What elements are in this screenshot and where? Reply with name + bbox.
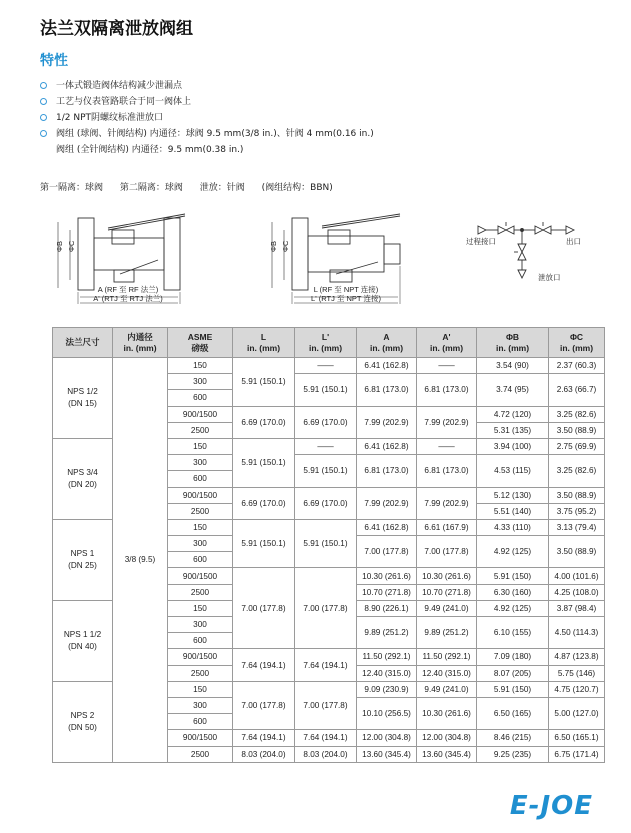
value-cell: 4.72 (120) <box>477 406 549 422</box>
column-header: ΦB in. (mm) <box>477 328 549 358</box>
value-cell: 4.25 (108.0) <box>549 584 605 600</box>
value-cell: 5.91 (150.1) <box>295 374 357 406</box>
valve-schematic <box>478 222 574 278</box>
value-cell: 5.12 (130) <box>477 487 549 503</box>
value-cell: 7.00 (177.8) <box>233 568 295 649</box>
value-cell: 2.75 (69.9) <box>549 438 605 454</box>
value-cell: 6.81 (173.0) <box>417 455 477 487</box>
bullet-icon <box>40 82 47 89</box>
value-cell: 3.50 (88.9) <box>549 487 605 503</box>
size-cell: NPS 1/2 (DN 15) <box>53 358 113 439</box>
valve-configuration <box>40 180 347 193</box>
class-cell: 600 <box>168 471 233 487</box>
size-cell: NPS 1 1/2 (DN 40) <box>53 600 113 681</box>
class-cell: 150 <box>168 438 233 454</box>
value-cell: 6.41 (162.8) <box>357 358 417 374</box>
diagram1-phi-c: ΦC <box>67 240 76 252</box>
value-cell: 4.53 (115) <box>477 455 549 487</box>
value-cell: 7.64 (194.1) <box>233 649 295 681</box>
size-cell: NPS 3/4 (DN 20) <box>53 438 113 519</box>
value-cell: 3.13 (79.4) <box>549 519 605 535</box>
value-cell: 3.74 (95) <box>477 374 549 406</box>
value-cell: 5.91 (150.1) <box>233 358 295 407</box>
value-cell: 4.75 (120.7) <box>549 681 605 697</box>
value-cell: 7.09 (180) <box>477 649 549 665</box>
value-cell: 11.50 (292.1) <box>357 649 417 665</box>
class-cell: 150 <box>168 519 233 535</box>
bullet-icon <box>40 130 47 137</box>
column-header: ASME 磅级 <box>168 328 233 358</box>
diagram2-phi-b: ΦB <box>269 241 278 252</box>
class-cell: 900/1500 <box>168 649 233 665</box>
schematic-vent-label: 泄放口 <box>538 273 561 282</box>
value-cell: 6.50 (165.1) <box>549 730 605 746</box>
value-cell: 6.69 (170.0) <box>295 406 357 438</box>
value-cell: 6.81 (173.0) <box>357 455 417 487</box>
value-cell: 7.00 (177.8) <box>295 568 357 649</box>
class-cell: 600 <box>168 390 233 406</box>
value-cell: 11.50 (292.1) <box>417 649 477 665</box>
value-cell: 8.03 (204.0) <box>295 746 357 762</box>
value-cell: 5.31 (135) <box>477 422 549 438</box>
first-isolation: 第一隔离：球阀 <box>40 183 104 193</box>
brand-logo: E-JOE <box>509 791 593 821</box>
list-item: 一体式锻造阀体结构减少泄漏点 <box>40 78 374 94</box>
class-cell: 2500 <box>168 584 233 600</box>
column-header: ΦC in. (mm) <box>549 328 605 358</box>
value-cell: 3.25 (82.6) <box>549 455 605 487</box>
list-item: 工艺与仪表管路联合于同一阀体上 <box>40 94 374 110</box>
class-cell: 300 <box>168 536 233 552</box>
value-cell: 12.00 (304.8) <box>417 730 477 746</box>
value-cell: —— <box>295 358 357 374</box>
value-cell: 7.64 (194.1) <box>295 730 357 746</box>
page-title: 法兰双隔离泄放阀组 <box>40 19 193 39</box>
column-header: 内通径 in. (mm) <box>113 328 168 358</box>
value-cell: 12.40 (315.0) <box>417 665 477 681</box>
class-cell: 2500 <box>168 746 233 762</box>
class-cell: 300 <box>168 455 233 471</box>
value-cell: 6.61 (167.9) <box>417 519 477 535</box>
value-cell: 8.07 (205) <box>477 665 549 681</box>
class-cell: 900/1500 <box>168 730 233 746</box>
value-cell: 8.03 (204.0) <box>233 746 295 762</box>
diagram2-phi-c: ΦC <box>281 240 290 252</box>
value-cell: 13.60 (345.4) <box>417 746 477 762</box>
value-cell: 3.75 (95.2) <box>549 503 605 519</box>
value-cell: 12.40 (315.0) <box>357 665 417 681</box>
structure-code: (阀组结构：BBN) <box>261 183 333 193</box>
value-cell: 4.87 (123.8) <box>549 649 605 665</box>
column-header: 法兰尺寸 <box>53 328 113 358</box>
value-cell: 5.91 (150.1) <box>233 519 295 568</box>
value-cell: 6.69 (170.0) <box>233 487 295 519</box>
schematic-process-label: 过程接口 <box>466 237 496 246</box>
value-cell: 10.30 (261.6) <box>417 697 477 729</box>
value-cell: 8.46 (215) <box>477 730 549 746</box>
value-cell: 5.91 (150.1) <box>295 519 357 568</box>
class-cell: 300 <box>168 697 233 713</box>
value-cell: 3.50 (88.9) <box>549 536 605 568</box>
value-cell: 6.81 (173.0) <box>417 374 477 406</box>
class-cell: 600 <box>168 633 233 649</box>
value-cell: 3.94 (100) <box>477 438 549 454</box>
value-cell: —— <box>417 358 477 374</box>
value-cell: 4.33 (110) <box>477 519 549 535</box>
value-cell: 7.64 (194.1) <box>233 730 295 746</box>
value-cell: 3.54 (90) <box>477 358 549 374</box>
value-cell: 4.92 (125) <box>477 600 549 616</box>
value-cell: 6.69 (170.0) <box>233 406 295 438</box>
value-cell: 4.92 (125) <box>477 536 549 568</box>
value-cell: 3.50 (88.9) <box>549 422 605 438</box>
value-cell: 6.75 (171.4) <box>549 746 605 762</box>
value-cell: 5.75 (146) <box>549 665 605 681</box>
value-cell: 9.89 (251.2) <box>417 617 477 649</box>
value-cell: 5.91 (150.1) <box>233 438 295 487</box>
diagram2-dim-l2: L' (RTJ 至 NPT 连接) <box>311 294 381 303</box>
value-cell: —— <box>295 438 357 454</box>
class-cell: 2500 <box>168 503 233 519</box>
list-item: 阀组 (球阀、针阀结构) 内通径：球阀 9.5 mm(3/8 in.)、针阀 4 mm(0.16 in.) <box>40 126 374 142</box>
value-cell: 2.37 (60.3) <box>549 358 605 374</box>
size-cell: NPS 1 (DN 25) <box>53 519 113 600</box>
bore-cell: 3/8 (9.5) <box>113 358 168 763</box>
class-cell: 300 <box>168 374 233 390</box>
class-cell: 900/1500 <box>168 487 233 503</box>
column-header: A' in. (mm) <box>417 328 477 358</box>
list-item: 1/2 NPT阴螺纹标准泄放口 <box>40 110 374 126</box>
second-isolation: 第二隔离：球阀 <box>119 183 183 193</box>
value-cell: 3.87 (98.4) <box>549 600 605 616</box>
features-heading: 特性 <box>40 53 68 69</box>
schematic-outlet-label: 出口 <box>566 237 581 246</box>
vent-type: 泄放：针阀 <box>199 183 245 193</box>
value-cell: 12.00 (304.8) <box>357 730 417 746</box>
value-cell: —— <box>417 438 477 454</box>
value-cell: 13.60 (345.4) <box>357 746 417 762</box>
column-header: L' in. (mm) <box>295 328 357 358</box>
valve-drawings <box>0 200 631 310</box>
class-cell: 600 <box>168 552 233 568</box>
list-item: 阀组 (全针阀结构) 内通径：9.5 mm(0.38 in.) <box>56 145 244 155</box>
value-cell: 2.63 (66.7) <box>549 374 605 406</box>
value-cell: 9.25 (235) <box>477 746 549 762</box>
value-cell: 7.00 (177.8) <box>295 681 357 730</box>
value-cell: 5.91 (150) <box>477 568 549 584</box>
feature-list <box>40 78 374 158</box>
value-cell: 3.25 (82.6) <box>549 406 605 422</box>
value-cell: 10.30 (261.6) <box>357 568 417 584</box>
diagram2-dim-l: L (RF 至 NPT 连接) <box>313 285 379 294</box>
column-header: L in. (mm) <box>233 328 295 358</box>
bullet-icon <box>40 114 47 121</box>
value-cell: 10.70 (271.8) <box>357 584 417 600</box>
class-cell: 600 <box>168 714 233 730</box>
value-cell: 7.64 (194.1) <box>295 649 357 681</box>
value-cell: 10.70 (271.8) <box>417 584 477 600</box>
value-cell: 10.10 (256.5) <box>357 697 417 729</box>
class-cell: 2500 <box>168 422 233 438</box>
diagram1-phi-b: ΦB <box>55 241 64 252</box>
value-cell: 6.69 (170.0) <box>295 487 357 519</box>
value-cell: 7.00 (177.8) <box>357 536 417 568</box>
value-cell: 6.81 (173.0) <box>357 374 417 406</box>
value-cell: 6.30 (160) <box>477 584 549 600</box>
value-cell: 9.89 (251.2) <box>357 617 417 649</box>
value-cell: 4.00 (101.6) <box>549 568 605 584</box>
value-cell: 9.49 (241.0) <box>417 600 477 616</box>
value-cell: 7.99 (202.9) <box>417 487 477 519</box>
class-cell: 900/1500 <box>168 568 233 584</box>
value-cell: 6.41 (162.8) <box>357 438 417 454</box>
class-cell: 2500 <box>168 665 233 681</box>
value-cell: 7.99 (202.9) <box>357 487 417 519</box>
class-cell: 150 <box>168 681 233 697</box>
bullet-icon <box>40 98 47 105</box>
value-cell: 7.99 (202.9) <box>417 406 477 438</box>
value-cell: 7.00 (177.8) <box>417 536 477 568</box>
value-cell: 10.30 (261.6) <box>417 568 477 584</box>
class-cell: 900/1500 <box>168 406 233 422</box>
class-cell: 150 <box>168 358 233 374</box>
value-cell: 7.99 (202.9) <box>357 406 417 438</box>
diagram1-dim-a2: A' (RTJ 至 RTJ 法兰) <box>93 294 163 303</box>
value-cell: 5.91 (150.1) <box>295 455 357 487</box>
value-cell: 9.49 (241.0) <box>417 681 477 697</box>
value-cell: 5.51 (140) <box>477 503 549 519</box>
value-cell: 9.09 (230.9) <box>357 681 417 697</box>
spec-table <box>52 327 605 763</box>
value-cell: 8.90 (226.1) <box>357 600 417 616</box>
table-header-row <box>53 328 605 358</box>
table-row <box>53 358 605 374</box>
class-cell: 150 <box>168 600 233 616</box>
value-cell: 4.50 (114.3) <box>549 617 605 649</box>
value-cell: 6.50 (165) <box>477 697 549 729</box>
diagram1-dim-a: A (RF 至 RF 法兰) <box>97 285 159 294</box>
size-cell: NPS 2 (DN 50) <box>53 681 113 762</box>
value-cell: 5.91 (150) <box>477 681 549 697</box>
value-cell: 6.10 (155) <box>477 617 549 649</box>
class-cell: 300 <box>168 617 233 633</box>
column-header: A in. (mm) <box>357 328 417 358</box>
value-cell: 5.00 (127.0) <box>549 697 605 729</box>
value-cell: 6.41 (162.8) <box>357 519 417 535</box>
value-cell: 7.00 (177.8) <box>233 681 295 730</box>
